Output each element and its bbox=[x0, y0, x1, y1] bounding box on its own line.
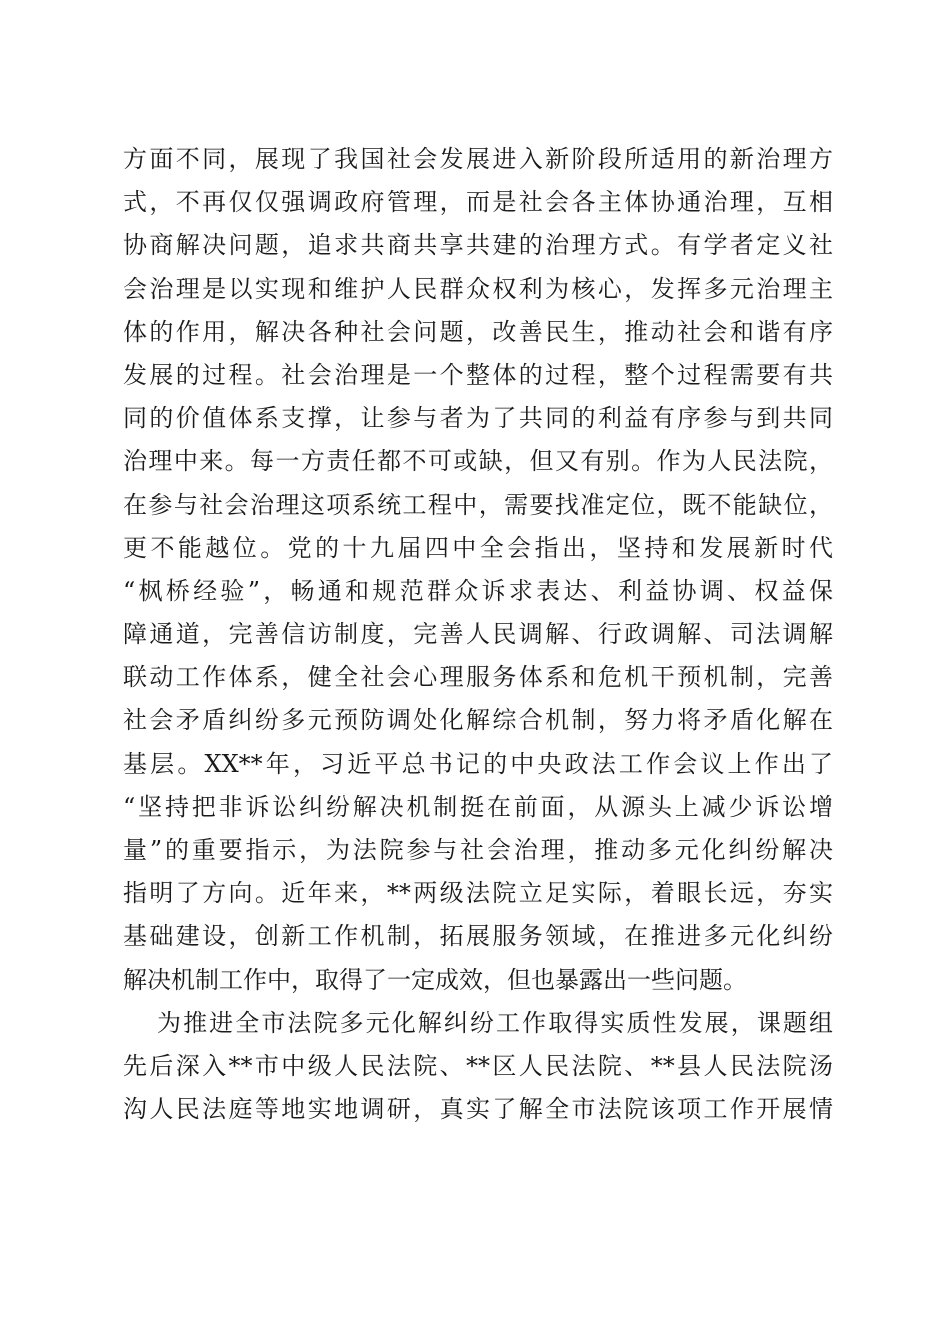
text-line: 基础建设，创新工作机制，拓展服务领域，在推进多元化纠纷 bbox=[123, 922, 833, 951]
text-line: 量”的重要指示，为法院参与社会治理，推动多元化纠纷解决 bbox=[123, 836, 833, 864]
text-line: “坚持把非诉讼纠纷解决机制挺在前面，从源头上减少诉讼增 bbox=[123, 792, 833, 821]
text-line: 体的作用，解决各种社会问题，改善民生，推动社会和谐有序 bbox=[123, 317, 833, 346]
text-line: 解决机制工作中，取得了一定成效，但也暴露出一些问题。 bbox=[123, 965, 747, 994]
text-line: 沟人民法庭等地实地调研，真实了解全市法院该项工作开展情 bbox=[123, 1095, 833, 1124]
text-line: 方面不同，展现了我国社会发展进入新阶段所适用的新治理方 bbox=[123, 145, 833, 173]
text-line: 治理中来。每一方责任都不可或缺，但又有别。作为人民法院， bbox=[123, 447, 833, 476]
text-line: 式，不再仅仅强调政府管理，而是社会各主体协通治理，互相 bbox=[123, 188, 833, 217]
body-text bbox=[123, 138, 833, 1131]
text-line: 联动工作体系，健全社会心理服务体系和危机干预机制，完善 bbox=[123, 663, 833, 692]
text-line: 社会矛盾纠纷多元预防调处化解综合机制，努力将矛盾化解在 bbox=[123, 706, 833, 735]
text-line: 在参与社会治理这项系统工程中，需要找准定位，既不能缺位， bbox=[123, 490, 833, 519]
text-line: “枫桥经验”，畅通和规范群众诉求表达、利益协调、权益保 bbox=[123, 576, 833, 605]
text-line: 先后深入**市中级人民法院、**区人民法院、**县人民法院汤 bbox=[123, 1051, 833, 1080]
text-line: 协商解决问题，追求共商共享共建的治理方式。有学者定义社 bbox=[123, 231, 833, 260]
text-line: 为推进全市法院多元化解纠纷工作取得实质性发展，课题组 bbox=[157, 1008, 833, 1037]
text-line: 发展的过程。社会治理是一个整体的过程，整个过程需要有共 bbox=[123, 360, 833, 389]
text-line: 同的价值体系支撑，让参与者为了共同的利益有序参与到共同 bbox=[123, 404, 833, 433]
text-line: 指明了方向。近年来，**两级法院立足实际，着眼长远，夯实 bbox=[123, 879, 833, 908]
text-line: 会治理是以实现和维护人民群众权利为核心，发挥多元治理主 bbox=[123, 274, 833, 303]
text-line: 基层。XX**年，习近平总书记的中央政法工作会议上作出了 bbox=[123, 749, 833, 778]
text-line: 更不能越位。党的十九届四中全会指出，坚持和发展新时代 bbox=[123, 533, 833, 562]
text-line: 障通道，完善信访制度，完善人民调解、行政调解、司法调解 bbox=[123, 620, 833, 649]
